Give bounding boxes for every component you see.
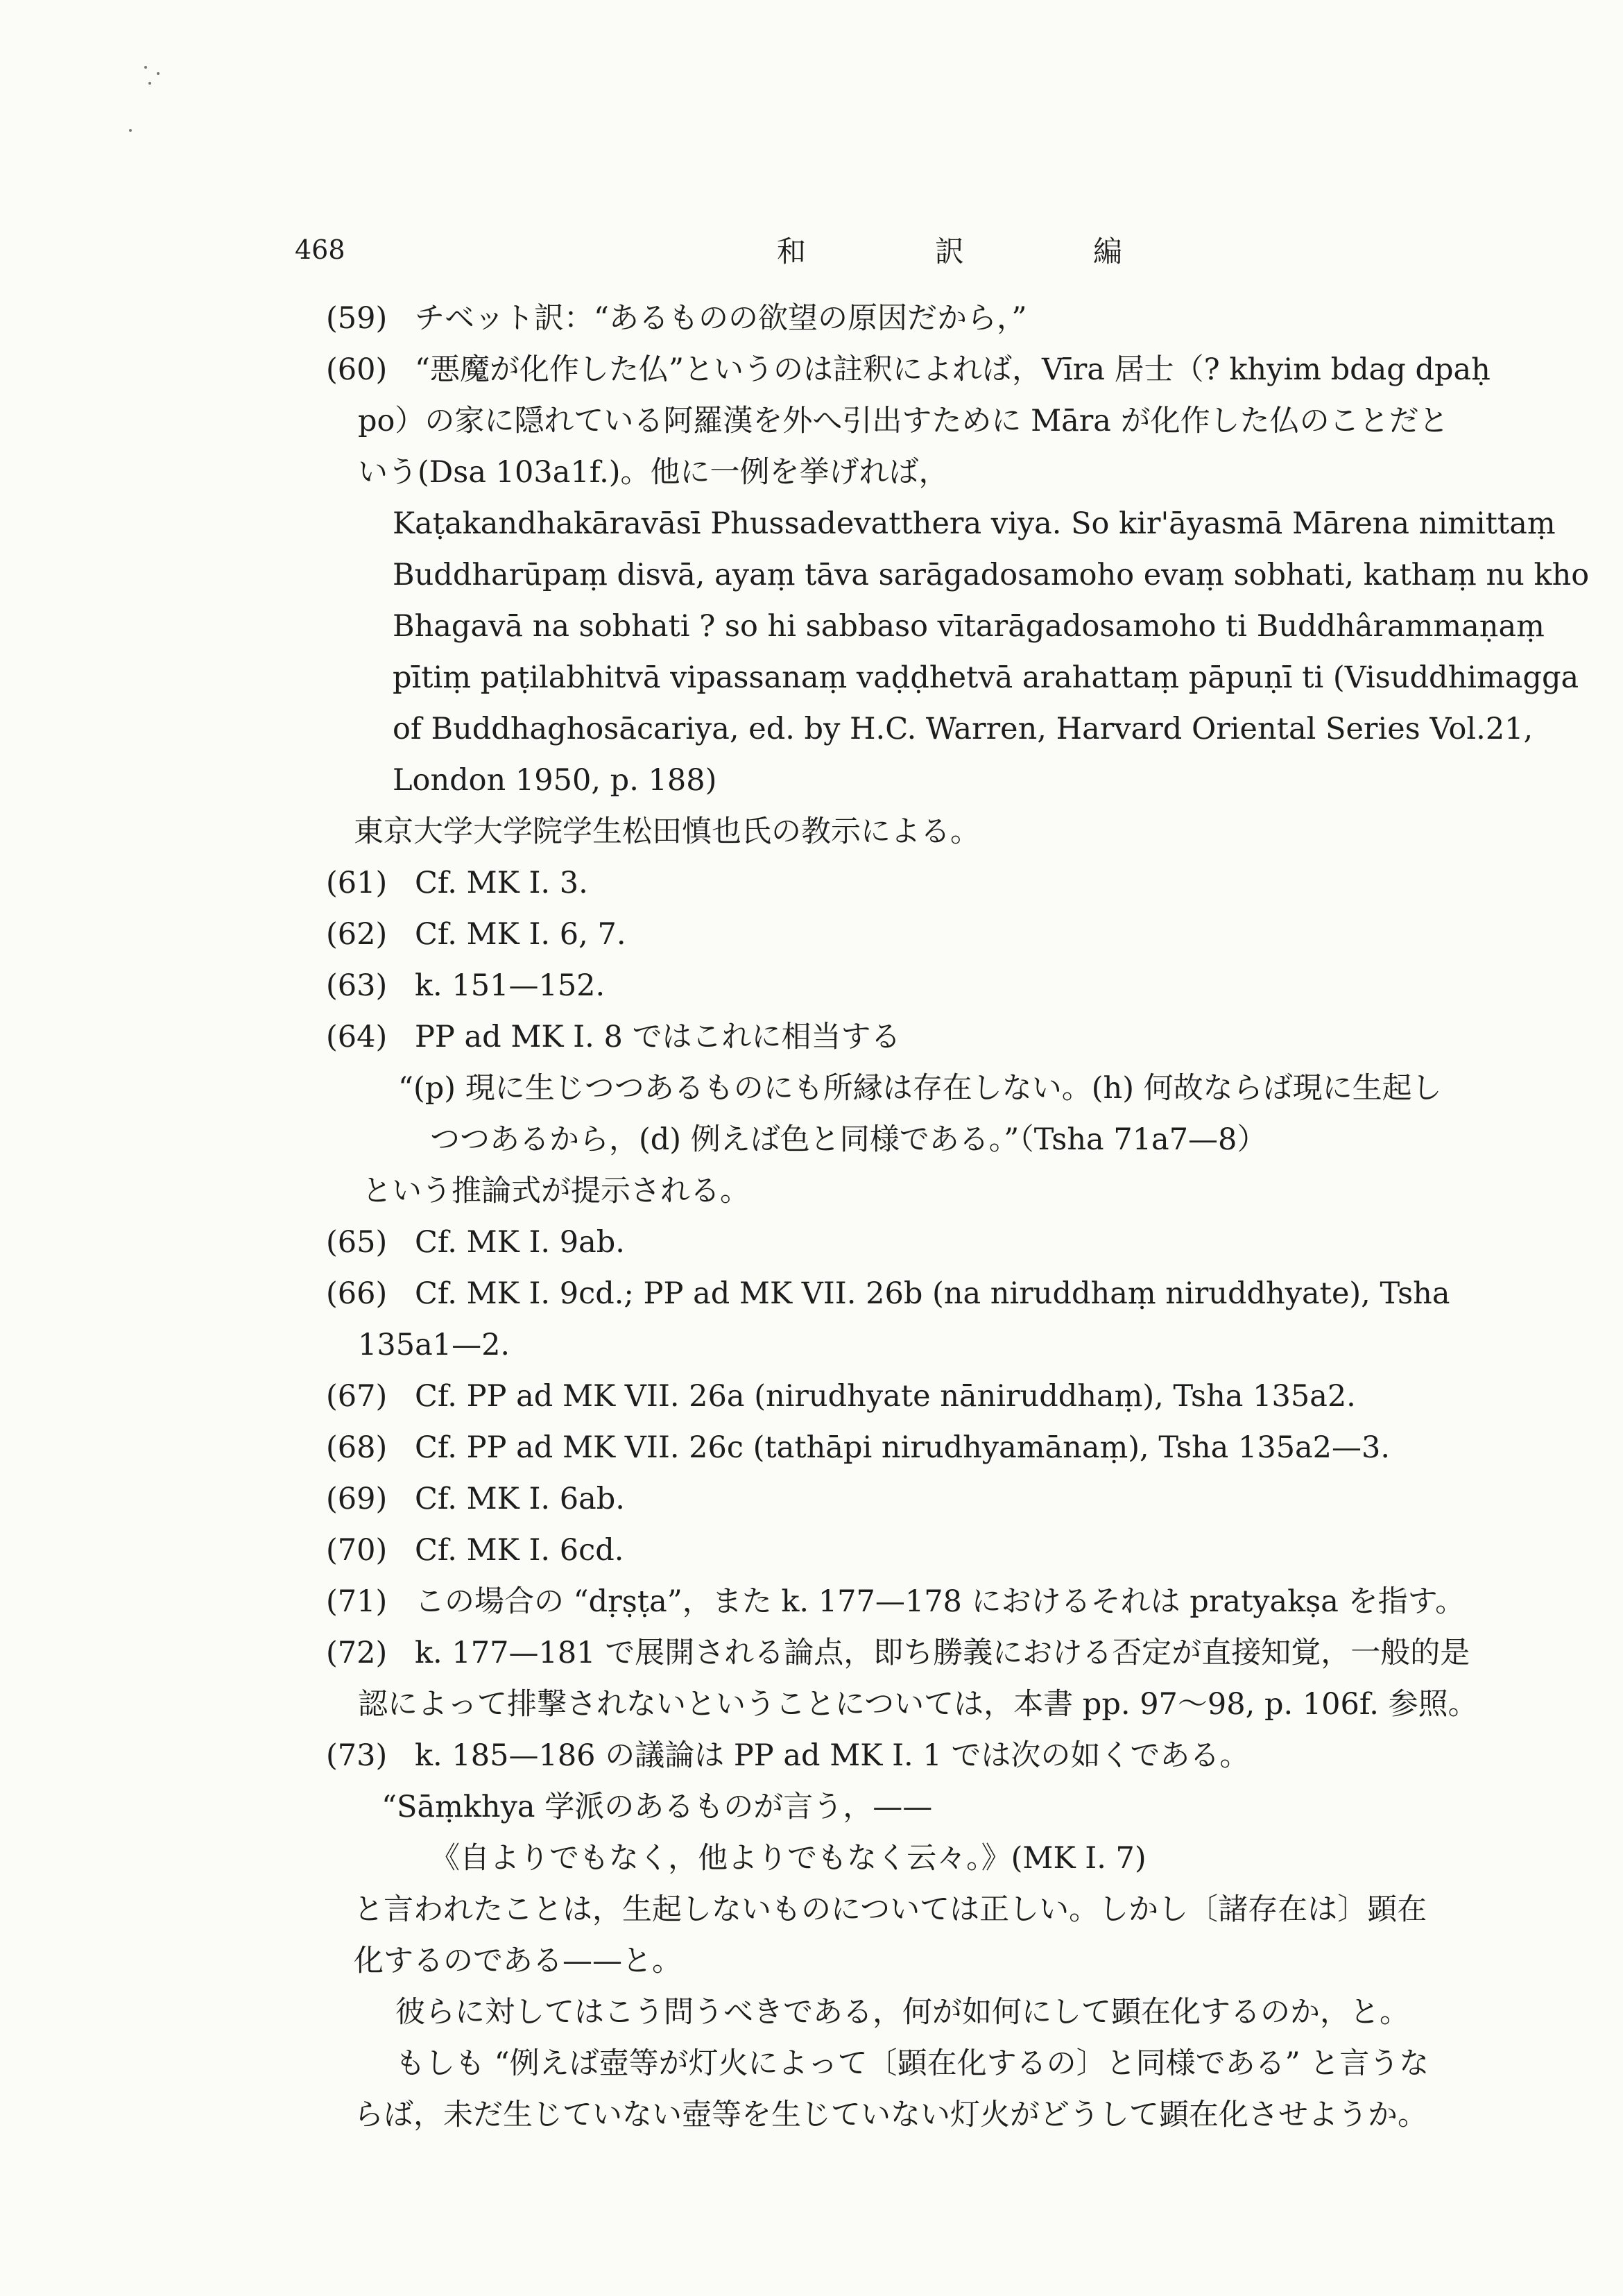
note-number: (70) bbox=[326, 1533, 388, 1568]
note-continuation-line bbox=[326, 1935, 1505, 1987]
note-number: (73) bbox=[326, 1738, 388, 1773]
note-text: つつあるから，(d) 例えば色と同様である。”（Tsha 71a7—8） bbox=[430, 1122, 1267, 1157]
note-text: 東京大学大学院学生松田慎也氏の教示による。 bbox=[354, 814, 980, 849]
note-number: (66) bbox=[326, 1276, 388, 1311]
scan-speck bbox=[129, 129, 132, 132]
note-continuation-line bbox=[326, 1165, 1505, 1217]
note-continuation-line bbox=[326, 1063, 1505, 1114]
note-text: Buddharūpaṃ disvā, ayaṃ tāva sarāgadosamoho evaṃ sobhati, kathaṃ nu kho bbox=[393, 558, 1590, 592]
note-text: Cf. MK I. 9ab. bbox=[415, 1225, 625, 1260]
running-title: 和 訳 編 bbox=[777, 234, 1173, 268]
note-text: 彼らに対してはこう問うべきである，何が如何にして顕在化するのか，と。 bbox=[395, 1995, 1409, 2030]
note-line bbox=[326, 857, 1505, 909]
note-text: Kaṭakandhakāravāsī Phussadevatthera viya. So kir'āyasmā Mārena nimittaṃ bbox=[393, 506, 1556, 541]
note-continuation-line bbox=[326, 1679, 1505, 1730]
note-continuation-line bbox=[326, 2089, 1505, 2141]
note-line bbox=[326, 1422, 1505, 1473]
note-text: 認によって排撃されないということについては，本書 pp. 97～98, p. 106f. 参照。 bbox=[358, 1687, 1478, 1722]
scan-speck bbox=[148, 82, 151, 85]
note-text: Cf. MK I. 9cd.; PP ad MK VII. 26b (na niruddhaṃ niruddhyate), Tsha bbox=[415, 1276, 1450, 1311]
note-text: k. 185—186 の議論は PP ad MK I. 1 では次の如くである。 bbox=[415, 1738, 1250, 1773]
note-number: (59) bbox=[326, 301, 388, 336]
note-line bbox=[326, 1217, 1505, 1268]
scan-speck bbox=[157, 72, 160, 75]
note-number: (62) bbox=[326, 917, 388, 952]
note-text: Cf. PP ad MK VII. 26c (tathāpi nirudhyamānaṃ), Tsha 135a2—3. bbox=[415, 1430, 1391, 1465]
note-line bbox=[326, 1627, 1505, 1679]
note-number: (65) bbox=[326, 1225, 388, 1260]
note-text: po）の家に隠れている阿羅漢を外へ引出すために Māra が化作した仏のことだと bbox=[358, 404, 1449, 438]
note-text: Bhagavā na sobhati ? so hi sabbaso vītarāgadosamoho ti Buddhârammaṇaṃ bbox=[393, 609, 1545, 644]
note-number: (63) bbox=[326, 968, 388, 1003]
note-text: もしも “例えば壺等が灯火によって〔顕在化するの〕と同様である” と言うな bbox=[395, 2046, 1429, 2081]
note-text: “悪魔が化作した仏”というのは註釈によれば，Vīra 居士（? khyim bdag dpaḥ bbox=[415, 352, 1491, 387]
note-continuation-line bbox=[326, 1114, 1505, 1165]
note-number: (72) bbox=[326, 1636, 388, 1670]
note-number: (64) bbox=[326, 1020, 388, 1054]
note-continuation-line bbox=[326, 1833, 1505, 1884]
note-continuation-line bbox=[326, 1781, 1505, 1833]
note-continuation-line bbox=[326, 2038, 1505, 2089]
note-text: Cf. MK I. 6ab. bbox=[415, 1482, 625, 1516]
note-number: (61) bbox=[326, 866, 388, 900]
note-text: 135a1—2. bbox=[358, 1328, 510, 1362]
note-number: (69) bbox=[326, 1482, 388, 1516]
note-text: この場合の “dṛṣṭa”，また k. 177—178 におけるそれは pratyakṣa を指す。 bbox=[415, 1584, 1466, 1619]
note-text: Cf. MK I. 6, 7. bbox=[415, 917, 626, 952]
note-text: いう(Dsa 103a1f.)。他に一例を挙げれば， bbox=[358, 455, 949, 490]
note-text: Cf. MK I. 6cd. bbox=[415, 1533, 624, 1568]
note-text: Cf. PP ad MK VII. 26a (nirudhyate nāniruddhaṃ), Tsha 135a2. bbox=[415, 1379, 1356, 1414]
note-number: (67) bbox=[326, 1379, 388, 1414]
note-line bbox=[326, 960, 1505, 1011]
note-text: という推論式が提示される。 bbox=[362, 1174, 750, 1208]
note-text: k. 177—181 で展開される論点，即ち勝義における否定が直接知覚，一般的是 bbox=[415, 1636, 1470, 1670]
notes-body bbox=[326, 293, 1590, 2141]
note-text: 《自よりでもなく，他よりでもなく云々。》(MK I. 7) bbox=[430, 1841, 1147, 1876]
note-line bbox=[326, 1525, 1505, 1576]
note-text: PP ad MK I. 8 ではこれに相当する bbox=[415, 1020, 901, 1054]
note-line bbox=[326, 1576, 1505, 1627]
note-text: k. 151—152. bbox=[415, 968, 606, 1003]
note-continuation-line bbox=[326, 549, 1590, 601]
note-continuation-line bbox=[326, 806, 1505, 857]
note-text: “Sāṃkhya 学派のあるものが言う，—— bbox=[381, 1790, 933, 1824]
note-text: pītiṃ paṭilabhitvā vipassanaṃ vaḍḍhetvā arahattaṃ pāpuṇī ti (Visuddhimagga bbox=[393, 660, 1579, 695]
note-continuation-line bbox=[326, 652, 1579, 703]
scan-speck bbox=[144, 66, 147, 69]
note-continuation-line bbox=[326, 601, 1545, 652]
note-text: 化するのである——と。 bbox=[354, 1944, 682, 1978]
page-number: 468 bbox=[295, 234, 345, 265]
note-continuation-line bbox=[326, 1319, 1505, 1371]
note-text: Cf. MK I. 3. bbox=[415, 866, 588, 900]
note-text: London 1950, p. 188) bbox=[393, 763, 717, 798]
note-continuation-line bbox=[326, 395, 1505, 447]
note-text: らば，未だ生じていない壺等を生じていない灯火がどうして顕在化させようか。 bbox=[354, 2098, 1427, 2132]
note-continuation-line bbox=[326, 1884, 1505, 1935]
page-header bbox=[0, 229, 1623, 271]
note-continuation-line bbox=[326, 1987, 1505, 2038]
note-number: (68) bbox=[326, 1430, 388, 1465]
note-continuation-line bbox=[326, 498, 1556, 549]
note-line bbox=[326, 1011, 1505, 1063]
note-line bbox=[326, 1371, 1505, 1422]
note-text: チベット訳：“あるものの欲望の原因だから，” bbox=[415, 301, 1027, 336]
note-number: (60) bbox=[326, 352, 388, 387]
note-text: “(p) 現に生じつつあるものにも所縁は存在しない。(h) 何故ならば現に生起し bbox=[398, 1071, 1442, 1106]
note-number: (71) bbox=[326, 1584, 388, 1619]
note-line bbox=[326, 909, 1505, 960]
note-text: of Buddhaghosācariya, ed. by H.C. Warren, Harvard Oriental Series Vol.21, bbox=[393, 712, 1534, 746]
note-line bbox=[326, 1730, 1505, 1781]
note-line bbox=[326, 1268, 1505, 1319]
note-continuation-line bbox=[326, 447, 1505, 498]
note-line bbox=[326, 1473, 1505, 1525]
note-text: と言われたことは，生起しないものについては正しい。しかし〔諸存在は〕顕在 bbox=[354, 1892, 1427, 1927]
note-continuation-line bbox=[326, 755, 1505, 806]
note-line bbox=[326, 293, 1505, 344]
note-continuation-line bbox=[326, 703, 1534, 755]
note-line bbox=[326, 344, 1505, 395]
